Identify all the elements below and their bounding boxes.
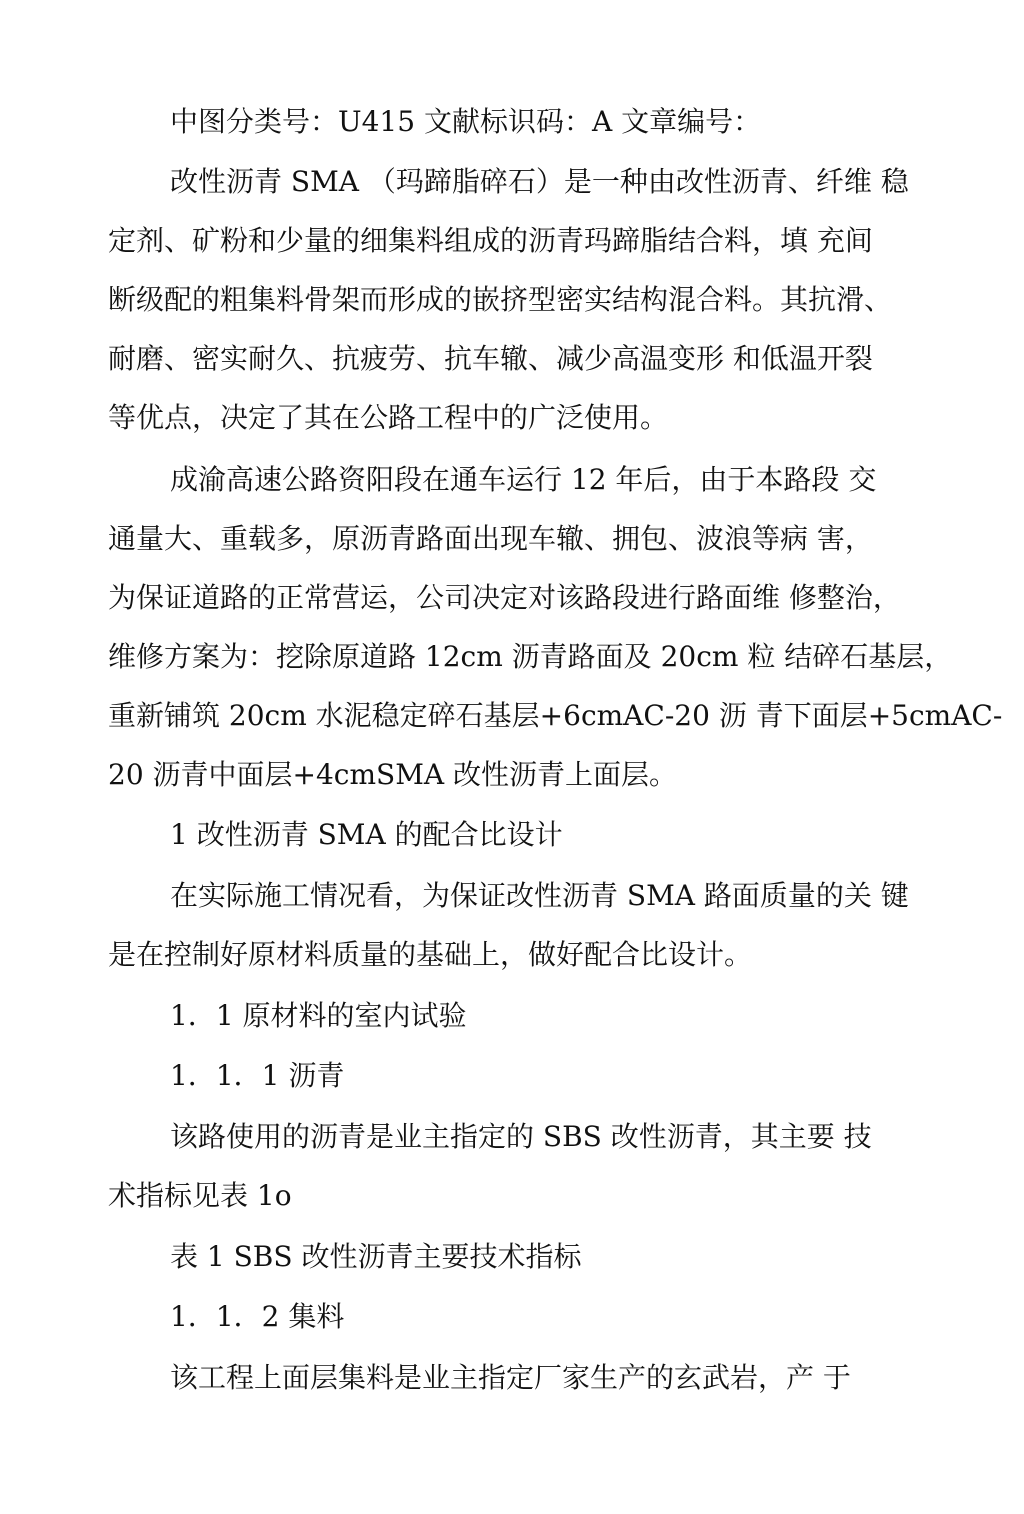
paragraph-2-line-6: 20 沥青中面层+4cmSMA 改性沥青上面层。 bbox=[108, 758, 678, 791]
paragraph-4-line-2: 术指标见表 1o bbox=[108, 1179, 292, 1212]
section-heading-1: 1 改性沥青 SMA 的配合比设计 bbox=[170, 818, 563, 851]
table-caption: 表 1 SBS 改性沥青主要技术指标 bbox=[170, 1240, 582, 1273]
paragraph-3-line-2: 是在控制好原材料质量的基础上，做好配合比设计。 bbox=[108, 938, 753, 971]
section-heading-1-1-1: 1．1．1 沥青 bbox=[170, 1059, 345, 1092]
paragraph-1-line-3: 断级配的粗集料骨架而形成的嵌挤型密实结构混合料。其抗滑、 bbox=[108, 283, 893, 316]
paragraph-5-line-1: 该工程上面层集料是业主指定厂家生产的玄武岩，产 于 bbox=[170, 1361, 851, 1394]
section-heading-1-1: 1．1 原材料的室内试验 bbox=[170, 999, 467, 1032]
paragraph-4-line-1: 该路使用的沥青是业主指定的 SBS 改性沥青，其主要 技 bbox=[170, 1120, 872, 1153]
paragraph-1-line-5: 等优点，决定了其在公路工程中的广泛使用。 bbox=[108, 401, 669, 434]
paragraph-1-line-2: 定剂、矿粉和少量的细集料组成的沥青玛蹄脂结合料，填 充间 bbox=[108, 224, 873, 257]
paragraph-2-line-1: 成渝高速公路资阳段在通车运行 12 年后，由于本路段 交 bbox=[170, 463, 877, 496]
paragraph-3-line-1: 在实际施工情况看，为保证改性沥青 SMA 路面质量的关 键 bbox=[170, 879, 909, 912]
paragraph-2-line-2: 通量大、重载多，原沥青路面出现车辙、拥包、波浪等病 害， bbox=[108, 522, 873, 555]
paragraph-1-line-1: 改性沥青 SMA （玛蹄脂碎石）是一种由改性沥青、纤维 稳 bbox=[170, 165, 909, 198]
paragraph-2-line-5: 重新铺筑 20cm 水泥稳定碎石基层+6cmAC-20 沥 青下面层+5cmAC- bbox=[108, 699, 1003, 732]
paragraph-2-line-4: 维修方案为：挖除原道路 12cm 沥青路面及 20cm 粒 结碎石基层， bbox=[108, 640, 953, 673]
classification-line: 中图分类号：U415 文献标识码：A 文章编号： bbox=[170, 105, 762, 138]
section-heading-1-1-2: 1．1．2 集料 bbox=[170, 1300, 345, 1333]
paragraph-2-line-3: 为保证道路的正常营运，公司决定对该路段进行路面维 修整治， bbox=[108, 581, 901, 614]
paragraph-1-line-4: 耐磨、密实耐久、抗疲劳、抗车辙、减少高温变形 和低温开裂 bbox=[108, 342, 873, 375]
